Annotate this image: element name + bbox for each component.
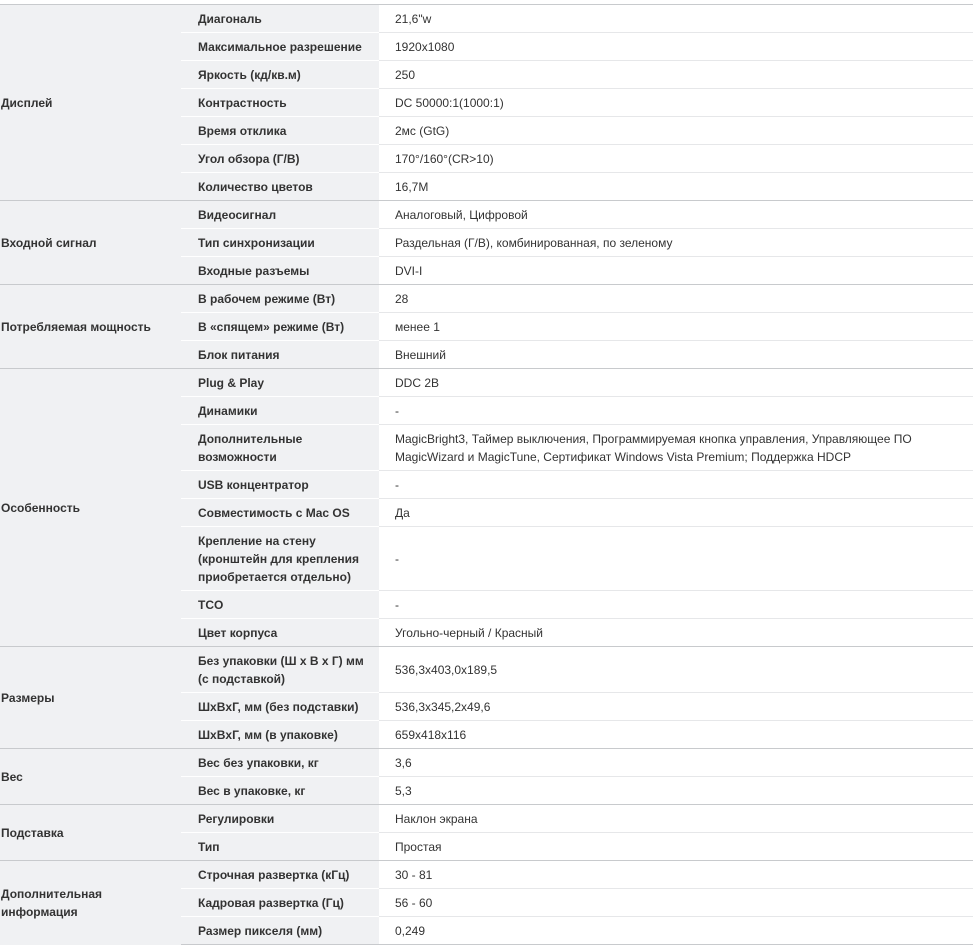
spec-label: Вес в упаковке, кг [181, 777, 379, 805]
spec-label: Plug & Play [181, 369, 379, 397]
spec-value: 28 [379, 285, 973, 313]
spec-value: 3,6 [379, 749, 973, 777]
spec-value: 30 - 81 [379, 861, 973, 889]
spec-label: Максимальное разрешение [181, 33, 379, 61]
specifications-body [0, 5, 973, 945]
spec-label: Тип синхронизации [181, 229, 379, 257]
spec-label: Количество цветов [181, 173, 379, 201]
spec-value: - [379, 527, 973, 591]
spec-value: 2мс (GtG) [379, 117, 973, 145]
spec-category: Потребляемая мощность [0, 285, 181, 369]
spec-label: Контрастность [181, 89, 379, 117]
spec-label: Входные разъемы [181, 257, 379, 285]
spec-value: DC 50000:1(1000:1) [379, 89, 973, 117]
spec-label: Динамики [181, 397, 379, 425]
spec-label: Кадровая развертка (Гц) [181, 889, 379, 917]
spec-value: 170°/160°(CR>10) [379, 145, 973, 173]
spec-label: Крепление на стену (кронштейн для крепления приобретается отдельно) [181, 527, 379, 591]
spec-row [0, 201, 973, 229]
spec-label: Строчная развертка (кГц) [181, 861, 379, 889]
spec-value: 536,3x345,2x49,6 [379, 693, 973, 721]
spec-value: Раздельная (Г/В), комбинированная, по зеленому [379, 229, 973, 257]
spec-value: 1920x1080 [379, 33, 973, 61]
spec-label: Яркость (кд/кв.м) [181, 61, 379, 89]
spec-value: Угольно-черный / Красный [379, 619, 973, 647]
spec-value: 250 [379, 61, 973, 89]
spec-row [0, 861, 973, 889]
spec-label: ШxВxГ, мм (без подставки) [181, 693, 379, 721]
spec-label: Угол обзора (Г/В) [181, 145, 379, 173]
specifications-table [0, 4, 973, 945]
spec-category: Дополнительная информация [0, 861, 181, 945]
spec-value: 536,3x403,0x189,5 [379, 647, 973, 693]
spec-label: Дополнительные возможности [181, 425, 379, 471]
spec-value: DVI-I [379, 257, 973, 285]
spec-label: USB концентратор [181, 471, 379, 499]
spec-value: 5,3 [379, 777, 973, 805]
spec-label: Время отклика [181, 117, 379, 145]
spec-label: Тип [181, 833, 379, 861]
spec-value: Да [379, 499, 973, 527]
spec-category: Вес [0, 749, 181, 805]
spec-label: В рабочем режиме (Вт) [181, 285, 379, 313]
spec-row [0, 285, 973, 313]
spec-label: ШxВxГ, мм (в упаковке) [181, 721, 379, 749]
spec-category: Особенность [0, 369, 181, 647]
spec-row [0, 369, 973, 397]
spec-label: Диагональ [181, 5, 379, 33]
spec-value: 21,6"w [379, 5, 973, 33]
spec-row [0, 805, 973, 833]
spec-value: 0,249 [379, 917, 973, 945]
spec-value: 659x418x116 [379, 721, 973, 749]
spec-category: Размеры [0, 647, 181, 749]
spec-label: Цвет корпуса [181, 619, 379, 647]
spec-row [0, 647, 973, 693]
spec-label: Блок питания [181, 341, 379, 369]
spec-value: DDC 2B [379, 369, 973, 397]
spec-value: менее 1 [379, 313, 973, 341]
spec-label: TCO [181, 591, 379, 619]
spec-category: Подставка [0, 805, 181, 861]
spec-value: Простая [379, 833, 973, 861]
spec-value: Внешний [379, 341, 973, 369]
spec-value: MagicBright3, Таймер выключения, Программируемая кнопка управления, Управляющее ПО MagicWizard и MagicTune, Сертификат Windows Vista Premium; Поддержка HDCP [379, 425, 973, 471]
spec-label: Регулировки [181, 805, 379, 833]
spec-row [0, 749, 973, 777]
spec-value: - [379, 471, 973, 499]
spec-category: Входной сигнал [0, 201, 181, 285]
spec-row [0, 5, 973, 33]
spec-label: Без упаковки (Ш x В x Г) мм (с подставкой) [181, 647, 379, 693]
spec-label: Совместимость с Mac OS [181, 499, 379, 527]
spec-category: Дисплей [0, 5, 181, 201]
spec-value: Аналоговый, Цифровой [379, 201, 973, 229]
spec-label: В «спящем» режиме (Вт) [181, 313, 379, 341]
spec-label: Вес без упаковки, кг [181, 749, 379, 777]
spec-value: 56 - 60 [379, 889, 973, 917]
spec-value: - [379, 397, 973, 425]
spec-value: - [379, 591, 973, 619]
spec-label: Размер пикселя (мм) [181, 917, 379, 945]
spec-value: Наклон экрана [379, 805, 973, 833]
spec-value: 16,7M [379, 173, 973, 201]
spec-label: Видеосигнал [181, 201, 379, 229]
